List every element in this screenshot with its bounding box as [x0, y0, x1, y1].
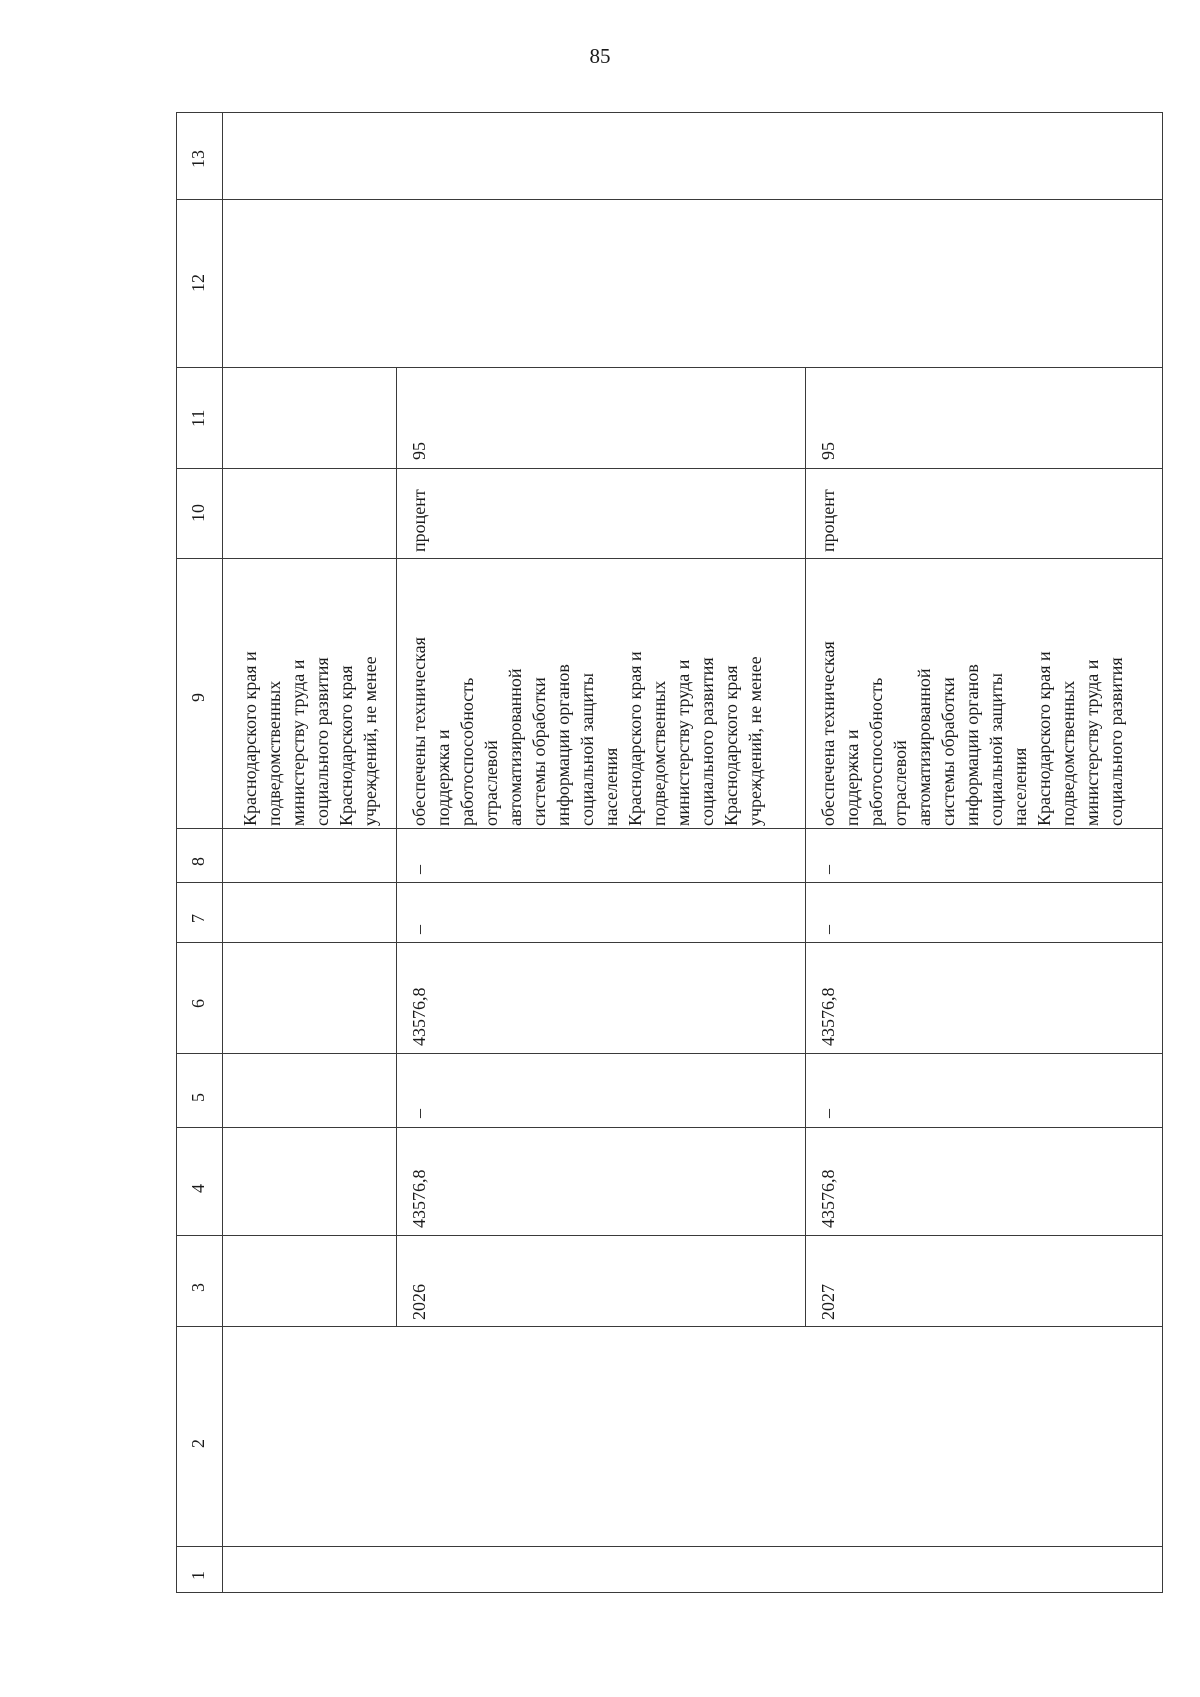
- year-cell: 2027: [818, 1284, 838, 1320]
- indicator-text: Краснодарского края и подведомственных министерству труда и социального развития Краснодарского края учреждений, не менее: [240, 651, 380, 826]
- col-boundary: [176, 199, 1162, 200]
- column-number: 11: [188, 409, 208, 427]
- col-boundary: [176, 942, 1162, 943]
- col-boundary: [176, 828, 1162, 829]
- table-border-left: [176, 112, 177, 1593]
- column-number: 12: [188, 274, 208, 292]
- column-number: 10: [188, 504, 208, 522]
- table-border-bottom: [176, 1592, 1162, 1593]
- unit-cell: процент: [818, 489, 838, 552]
- col-boundary: [176, 367, 1162, 368]
- table-border-top: [176, 112, 1162, 113]
- row-boundary: [396, 367, 397, 1327]
- column-number: 9: [188, 693, 208, 702]
- col-boundary: [176, 1235, 1162, 1236]
- column-number: 6: [188, 999, 208, 1008]
- regional-budget-cell: 43576,8: [409, 1169, 429, 1228]
- column-number: 8: [188, 857, 208, 866]
- value-cell: 95: [818, 442, 838, 460]
- local-budget-cell: –: [409, 925, 429, 934]
- federal-budget-cell: –: [818, 1109, 838, 1118]
- column-number: 5: [188, 1093, 208, 1102]
- col-boundary: [176, 558, 1162, 559]
- column-number: 7: [188, 914, 208, 923]
- total-amount-cell: 43576,8: [409, 987, 429, 1046]
- col-boundary: [176, 1326, 1162, 1327]
- col-boundary: [176, 1053, 1162, 1054]
- page-number: 85: [589, 44, 611, 68]
- col-boundary: [176, 1127, 1162, 1128]
- column-number: 1: [188, 1571, 208, 1580]
- column-number: 3: [188, 1283, 208, 1292]
- year-cell: 2026: [409, 1284, 429, 1320]
- value-cell: 95: [409, 442, 429, 460]
- unit-cell: процент: [409, 489, 429, 552]
- col-boundary: [176, 468, 1162, 469]
- header-separator: [222, 112, 223, 1593]
- other-sources-cell: –: [409, 865, 429, 874]
- column-number: 13: [188, 150, 208, 168]
- col-boundary: [176, 1546, 1162, 1547]
- federal-budget-cell: –: [409, 1109, 429, 1118]
- indicator-text: обеспечена техническая поддержка и работоспособность отраслевой автоматизированной системы обработки информации органов социальной защиты населения Краснодарского края и подведомственных министерству труда и социального развития: [818, 641, 1126, 826]
- table-border-right: [1162, 112, 1163, 1593]
- column-number: 4: [188, 1184, 208, 1193]
- other-sources-cell: –: [818, 865, 838, 874]
- indicator-text: обеспечены техническая поддержка и работоспособность отраслевой автоматизированной системы обработки информации органов социальной защиты населения Краснодарского края и подведомственных министерству труда и социального развития Краснодарского края учреждений, не менее: [409, 637, 765, 826]
- row-boundary: [805, 367, 806, 1327]
- column-number: 2: [188, 1439, 208, 1448]
- col-boundary: [176, 882, 1162, 883]
- regional-budget-cell: 43576,8: [818, 1169, 838, 1228]
- total-amount-cell: 43576,8: [818, 987, 838, 1046]
- local-budget-cell: –: [818, 925, 838, 934]
